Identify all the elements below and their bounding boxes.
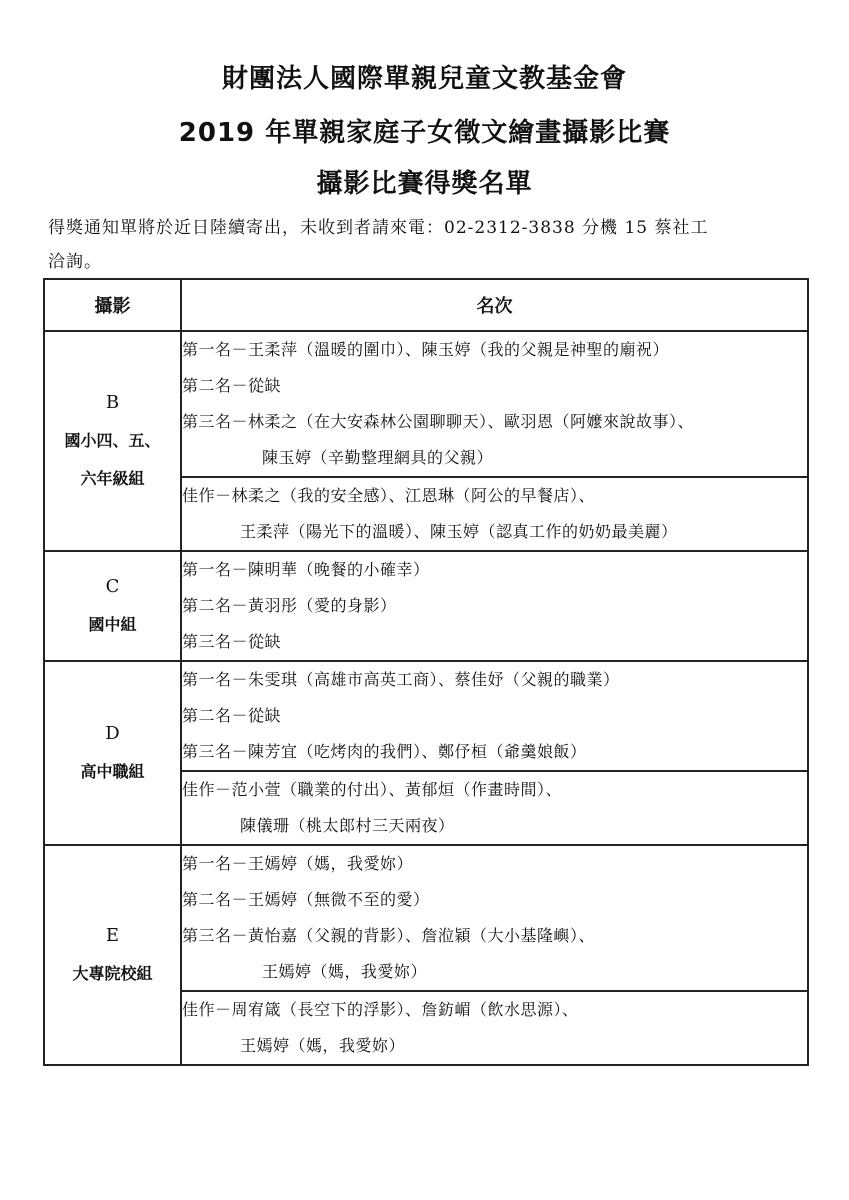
group-c-cell — [44, 551, 181, 661]
notice-text — [48, 211, 808, 279]
group-d-name: 高中職組 — [80, 762, 145, 781]
list-item: 第二名－黃羽彤（愛的身影） — [182, 596, 397, 615]
awards-table — [43, 278, 809, 1066]
group-b-name-line2: 六年級組 — [80, 469, 145, 488]
table-header-row — [44, 279, 808, 331]
list-item: 第二名－王嫣婷（無微不至的愛） — [182, 890, 430, 909]
list-item: 第一名－王嫣婷（媽，我愛妳） — [182, 854, 414, 873]
group-d-letter: D — [105, 723, 120, 744]
group-c-row — [44, 551, 808, 661]
group-b-cell — [44, 331, 181, 551]
notice-line-1: 得獎通知單將於近日陸續寄出，未收到者請來電：02-2312-3838 分機 15 蔡社工 — [48, 218, 709, 238]
list-item: 第三名－陳芳宜（吃烤肉的我們）、鄭伃桓（爺羹娘飯） — [182, 742, 587, 761]
list-item: 佳作－林柔之（我的安全感）、江恩琳（阿公的早餐店）、 — [182, 486, 596, 505]
group-b-letter: B — [105, 392, 120, 413]
contest-title: 2019 年單親家庭子女徵文繪畫攝影比賽 — [178, 118, 671, 148]
header-category: 攝影 — [44, 279, 181, 331]
list-item: 第二名－從缺 — [182, 376, 282, 395]
foundation-title: 財團法人國際單親兒童文教基金會 — [221, 64, 627, 94]
group-d-places-row — [44, 661, 808, 771]
group-c-name: 國中組 — [88, 615, 137, 634]
list-item: 第二名－從缺 — [182, 706, 282, 725]
list-item: 第一名－陳明華（晚餐的小確幸） — [182, 560, 430, 579]
list-item: 佳作－周宥箴（長空下的浮影）、詹鈁嵋（飲水思源）、 — [182, 1000, 579, 1019]
notice-line-2: 洽詢。 — [48, 252, 102, 272]
group-d-cell — [44, 661, 181, 845]
group-b-places-row — [44, 331, 808, 477]
group-b-honorable — [181, 477, 808, 551]
group-d-honorable — [181, 771, 808, 845]
group-b-places — [181, 331, 808, 477]
list-item: 王柔萍（陽光下的溫暖）、陳玉婷（認真工作的奶奶最美麗） — [240, 522, 678, 541]
list-item: 佳作－范小萱（職業的付出）、黃郁烜（作畫時間）、 — [182, 780, 563, 799]
group-e-places — [181, 845, 808, 991]
list-item: 第三名－從缺 — [182, 632, 282, 651]
list-item: 陳玉婷（辛勤整理網具的父親） — [262, 448, 494, 467]
list-title: 攝影比賽得獎名單 — [316, 169, 533, 199]
list-item: 王嫣婷（媽，我愛妳） — [262, 962, 428, 981]
list-item: 陳儀珊（桃太郎村三天兩夜） — [240, 816, 455, 835]
group-b-name-line1: 國小四、五、 — [64, 431, 161, 450]
group-e-letter: E — [105, 925, 120, 946]
group-e-honorable — [181, 991, 808, 1065]
group-e-name: 大專院校組 — [72, 964, 153, 983]
group-e-places-row — [44, 845, 808, 991]
group-d-places — [181, 661, 808, 771]
list-item: 第一名－朱雯琪（高雄市高英工商）、蔡佳妤（父親的職業） — [182, 670, 620, 689]
list-item: 第三名－黃怡嘉（父親的背影）、詹涖穎（大小基隆嶼）、 — [182, 926, 596, 945]
group-c-places — [181, 551, 808, 661]
list-item: 第三名－林柔之（在大安森林公園聊聊天）、歐羽恩（阿嬤來說故事）、 — [182, 412, 695, 431]
header-ranking: 名次 — [181, 279, 808, 331]
group-e-cell — [44, 845, 181, 1065]
group-c-letter: C — [105, 576, 120, 597]
list-item: 第一名－王柔萍（溫暖的圍巾）、陳玉婷（我的父親是神聖的廟祝） — [182, 340, 670, 359]
list-item: 王嫣婷（媽，我愛妳） — [240, 1036, 406, 1055]
